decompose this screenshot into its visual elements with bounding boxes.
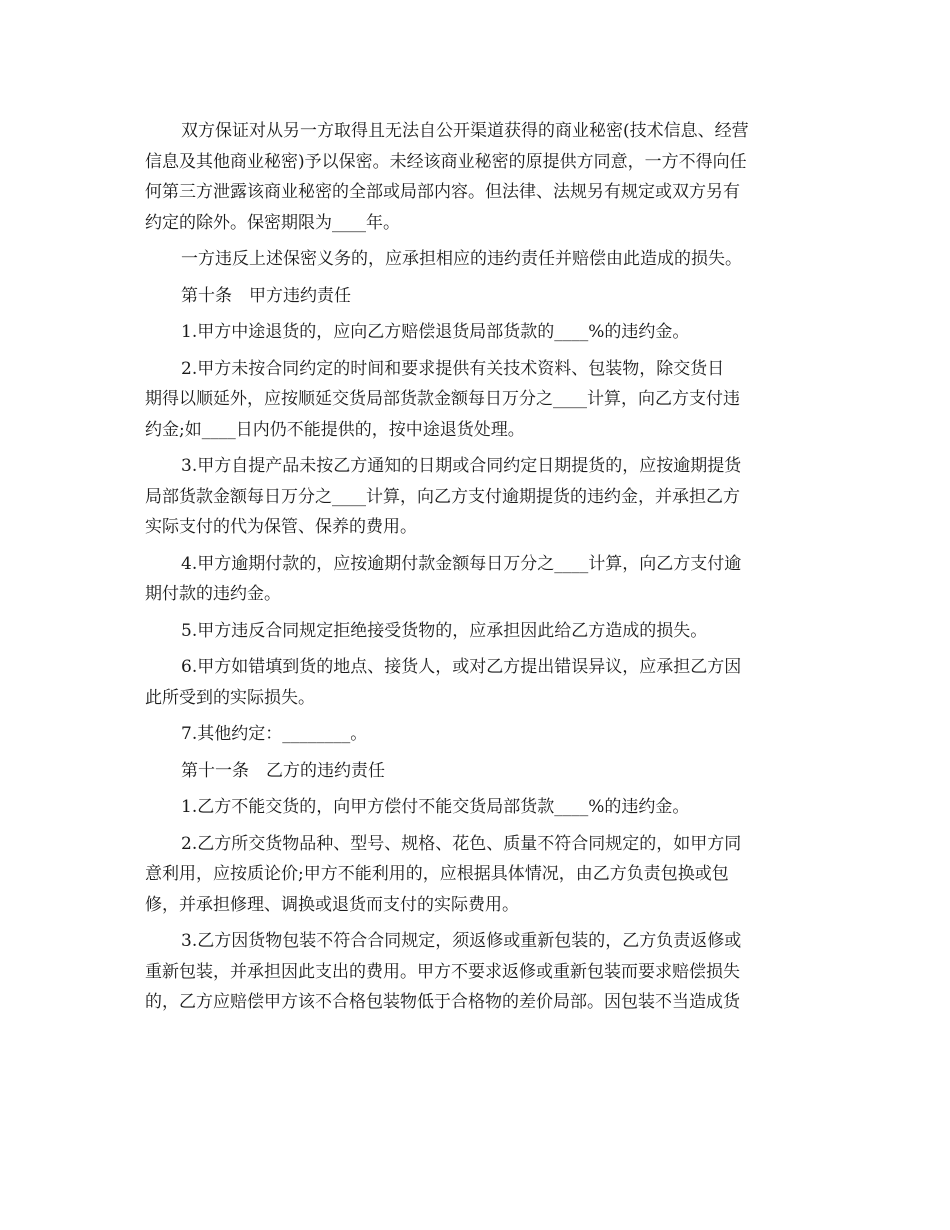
- text-line: 约定的除外。保密期限为____年。: [145, 212, 400, 233]
- document-body: [145, 116, 805, 1024]
- text-line: 约金;如____日内仍不能提供的，按中途退货处理。: [145, 419, 525, 440]
- article-10-item-1: [145, 317, 805, 348]
- text-line: 1.甲方中途退货的，应向乙方赔偿退货局部货款的____%的违约金。: [181, 322, 690, 342]
- text-line: 实际支付的代为保管、保养的费用。: [145, 517, 417, 537]
- text-line: 一方违反上述保密义务的，应承担相应的违约责任并赔偿由此造成的损失。: [181, 249, 742, 269]
- text-line: 期得以顺延外，应按顺延交货局部货款金额每日万分之____计算，向乙方支付违: [145, 389, 740, 409]
- text-line: 此所受到的实际损失。: [145, 687, 315, 708]
- text-line: 2.乙方所交货物品种、型号、规格、花色、质量不符合同规定的，如甲方同: [181, 833, 742, 854]
- article-11-item-1: [145, 792, 805, 823]
- text-line: 信息及其他商业秘密)予以保密。未经该商业秘密的原提供方同意，一方不得向任: [145, 151, 747, 172]
- text-line: 2.甲方未按合同约定的时间和要求提供有关技术资料、包装物，除交货日: [181, 358, 725, 379]
- text-line: 3.甲方自提产品未按乙方通知的日期或合同约定日期提货的，应按逾期提货: [181, 456, 742, 476]
- text-line: 7.其他约定：________。: [181, 724, 368, 744]
- paragraph-confidentiality: [145, 116, 805, 238]
- article-11-heading: [145, 756, 805, 787]
- text-line: 意利用，应按质论价;甲方不能利用的，应根据具体情况，由乙方负责包换或包: [145, 864, 729, 884]
- text-line: 4.甲方逾期付款的，应按逾期付款金额每日万分之____计算，向乙方支付逾: [181, 553, 742, 574]
- text-line: 期付款的违约金。: [145, 584, 281, 604]
- article-10-item-2: [145, 354, 805, 446]
- text-line: 的，乙方应赔偿甲方该不合格包装物低于合格物的差价局部。因包装不当造成货: [145, 992, 740, 1012]
- text-line: 重新包装，并承担因此支出的费用。甲方不要求返修或重新包装而要求赔偿损失: [145, 961, 740, 982]
- text-line: 第十条 甲方违约责任: [181, 285, 351, 306]
- article-10-item-5: [145, 616, 805, 647]
- text-line: 6.甲方如错填到货的地点、接货人，或对乙方提出错误异议，应承担乙方因: [181, 657, 742, 677]
- text-line: 局部货款金额每日万分之____计算，向乙方支付逾期提货的违约金，并承担乙方: [145, 486, 740, 507]
- text-line: 5.甲方违反合同规定拒绝接受货物的，应承担因此给乙方造成的损失。: [181, 620, 708, 641]
- article-10-item-6: [145, 652, 805, 713]
- article-10-item-7: [145, 719, 805, 750]
- article-10-heading: [145, 281, 805, 312]
- article-10-item-4: [145, 549, 805, 610]
- article-10-item-3: [145, 451, 805, 543]
- text-line: 何第三方泄露该商业秘密的全部或局部内容。但法律、法规另有规定或双方另有: [145, 182, 740, 202]
- article-11-item-2: [145, 829, 805, 921]
- text-line: 3.乙方因货物包装不符合合同规定，须返修或重新包装的，乙方负责返修或: [181, 931, 742, 951]
- text-line: 修，并承担修理、调换或退货而支付的实际费用。: [145, 894, 519, 915]
- article-11-item-3: [145, 926, 805, 1018]
- paragraph-breach-liability: [145, 244, 805, 275]
- text-line: 第十一条 乙方的违约责任: [181, 760, 385, 781]
- text-line: 双方保证对从另一方取得且无法自公开渠道获得的商业秘密(技术信息、经营: [181, 121, 749, 141]
- text-line: 1.乙方不能交货的，向甲方偿付不能交货局部货款____%的违约金。: [181, 797, 690, 817]
